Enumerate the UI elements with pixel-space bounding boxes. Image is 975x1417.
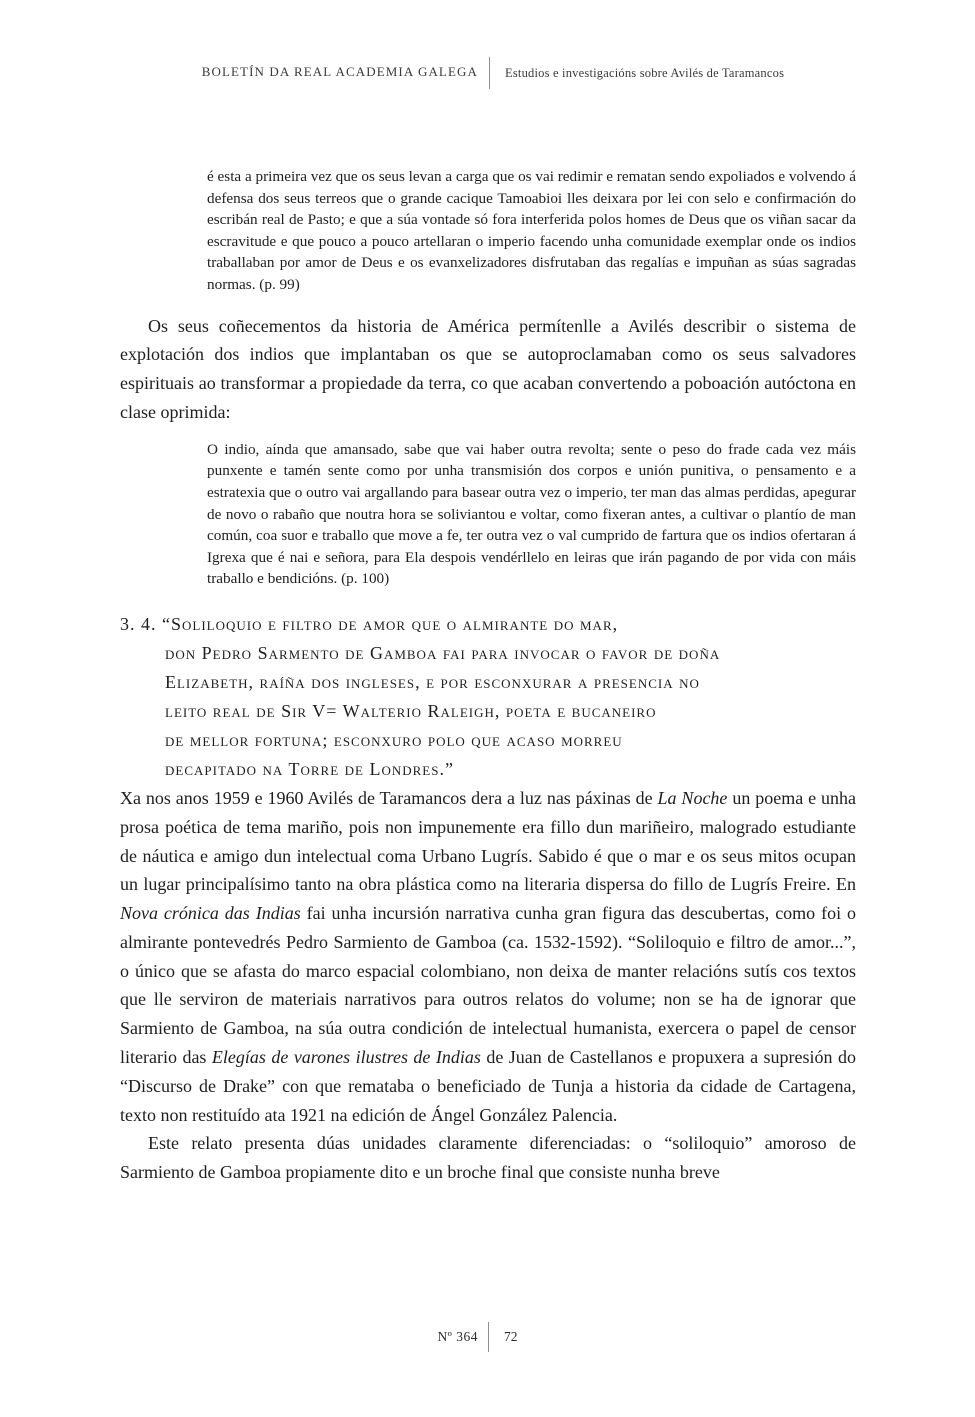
work-title-nova-cronica: Nova crónica das Indias	[120, 903, 301, 924]
page-body	[120, 166, 856, 1187]
heading-line-1	[120, 610, 856, 639]
journal-title: BOLETÍN DA REAL ACADEMIA GALEGA	[201, 64, 478, 79]
header-divider	[489, 57, 490, 89]
paragraph-2-segment: Xa nos anos 1959 e 1960 Avilés de Taramancos dera a luz nas páxinas de	[120, 787, 658, 808]
paragraph-2	[120, 784, 856, 1130]
block-quote-1: é esta a primeira vez que os seus levan a carga que os vai redimir e rematan sendo expoliados e volvendo á defensa dos seus terreos que o grande cacique Tamoabioi lles deixara por lei con selo e confirmación do escribán real de Pasto; e que a súa vontade só fora interferida polos homes de Deus que os viñan sacar da escravitude e que pouco a pouco artellaran o imperio facendo unha comunidade exemplar onde os indios traballaban por amor de Deus e os evanxelizadores disfrutaban das regalías e impuñan as súas sagradas normas. (p. 99)	[207, 168, 856, 293]
work-title-la-noche: La Noche	[657, 787, 728, 808]
heading-line-5: de mellor fortuna; esconxuro polo que acaso morreu	[165, 729, 623, 750]
page-number: 72	[504, 1329, 518, 1344]
issue-number: Nº 364	[437, 1329, 478, 1344]
paragraph-1: Os seus coñecementos da historia de América permítenlle a Avilés describir o sistema de explotación dos indios que implantaban os que se autoproclamaban como os seus salvadores espirituais ao transformar a propiedade da terra, co que acaban convertendo a poboación autóctona en clase oprimida:	[120, 315, 856, 422]
work-title-elegias: Elegías de varones ilustres de Indias	[211, 1047, 481, 1068]
heading-line-6: decapitado na Torre de Londres.”	[165, 758, 454, 779]
heading-line-3: Elizabeth, raíña dos ingleses, e por esconxurar a presencia no	[165, 671, 700, 692]
paragraph-2-segment: de Juan de Castellanos e propuxera a supresión do “Discurso de Drake” con que remataba o beneficiado de Tunja a historia da cidade de Cartagena, texto non restituído ata 1921 na edición de Ángel González Palencia.	[120, 1047, 856, 1125]
paragraph-2-segment: un poema e unha prosa poética de tema mariño, pois non impunemente era fillo dun mariñeiro, malogrado estudiante de náutica e amigo dun intelectual coma Urbano Lugrís. Sabido é que o mar e os seus mitos ocupan un lugar principalísimo tanto na obra plástica como na literaria dispersa do fillo de Lugrís Freire. En	[120, 787, 857, 895]
paragraph-3: Este relato presenta dúas unidades claramente diferenciadas: o “soliloquio” amoroso de Sarmiento de Gamboa propiamente dito e un broche final que consiste nunha breve	[120, 1133, 856, 1183]
section-heading	[120, 610, 856, 784]
footer-divider	[488, 1322, 489, 1352]
block-quote-2: O indio, aínda que amansado, sabe que vai haber outra revolta; sente o peso do frade cada vez máis punxente e tamén sente como por unha transmisión dos corpos e unión punitiva, o pensamento e a estratexia que o outro vai argallando para basear outra vez o imperio, ter man das almas perdidas, apegurar de novo o rabaño que noutra hora se soliviantou e voltar, como fixeran antes, a cultivar o plantío de man común, coa suor e traballo que move a fe, ter outra vez o val cumprido de fartura que os indios ofertaran á Igrexa que é nai e señora, para Ela despois vendérllelo en leiras que irán pagando de por vida con máis traballo e bendicións. (p. 100)	[207, 440, 856, 588]
heading-line-2: don Pedro Sarmento de Gamboa fai para invocar o favor de doña	[165, 642, 721, 663]
heading-number: 3. 4.	[120, 613, 162, 634]
heading-text: “Soliloquio e filtro de amor que o almirante do mar,	[162, 613, 619, 634]
article-series-title: Estudios e investigacións sobre Avilés de Taramancos	[505, 66, 785, 80]
paragraph-2-segment: fai unha incursión narrativa cunha gran figura das descubertas, como foi o almirante pontevedrés Pedro Sarmiento de Gamboa (ca. 1532-1592). “Soliloquio e filtro de amor...”, o único que se afasta do marco espacial colombiano, non deixa de manter relacións sutís cos textos que lle serviron de materiais narrativos para outros relatos do volume; non se ha de ignorar que Sarmiento de Gamboa, na súa outra condición de intelectual humanista, exercera o papel de censor literario das	[120, 903, 857, 1068]
heading-line-4: leito real de Sir V= Walterio Raleigh, poeta e bucaneiro	[165, 700, 657, 721]
